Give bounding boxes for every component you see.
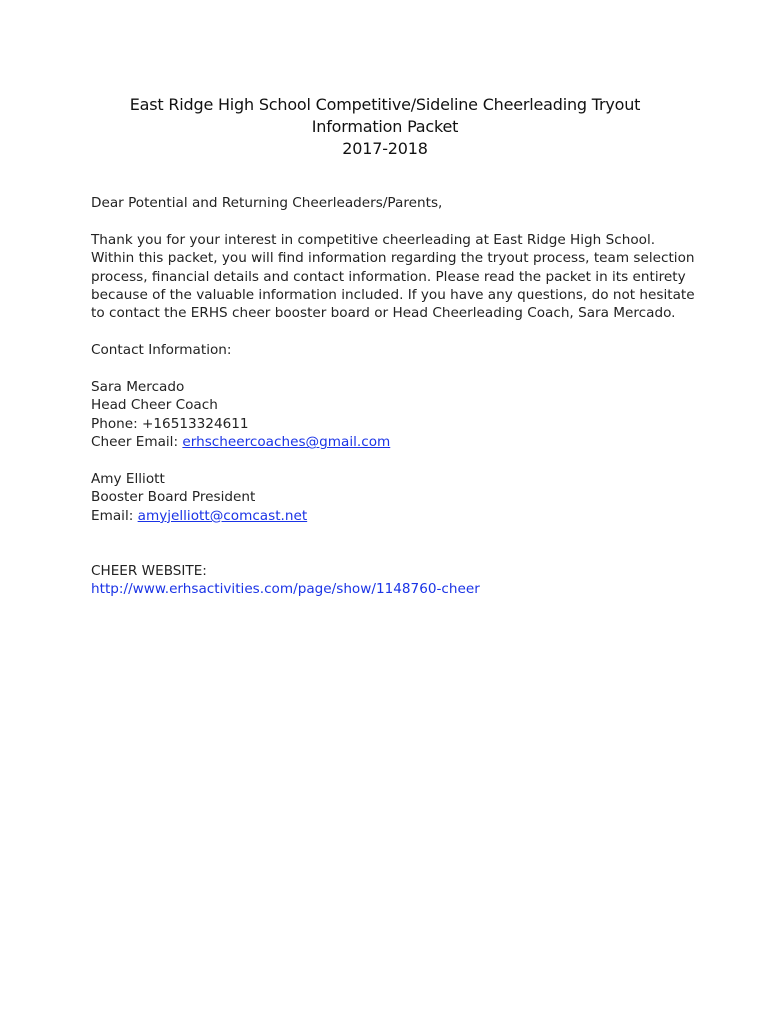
contact-heading: Contact Information: [91,342,232,359]
website-block [91,562,711,599]
booster-email-line [91,507,711,525]
booster-role: Booster Board President [91,489,256,506]
booster-name: Amy Elliott [91,471,165,488]
document-title [0,94,770,160]
intro-line: process, financial details and contact information. Please read the packet in its entirety [91,268,686,285]
intro-line: to contact the ERHS cheer booster board or Head Cheerleading Coach, Sara Mercado. [91,305,676,322]
coach-name: Sara Mercado [91,379,185,396]
coach-contact-block [91,378,711,452]
website-link[interactable]: http://www.erhsactivities.com/page/show/1148760-cheer [91,581,480,598]
letter-body [91,194,711,617]
intro-paragraph [91,231,711,323]
booster-email-link[interactable]: amyjelliott@comcast.net [137,507,308,524]
title-line-2: Information Packet [311,117,459,136]
booster-contact-block [91,470,711,525]
intro-line: because of the valuable information included. If you have any questions, do not hesitate [91,287,695,304]
title-line-1: East Ridge High School Competitive/Sideline Cheerleading Tryout [129,95,641,114]
coach-email-link[interactable]: erhscheercoaches@gmail.com [182,434,391,451]
coach-phone: Phone: +16513324611 [91,415,249,432]
spacer [91,544,711,562]
coach-email-label: Cheer Email: [91,434,183,451]
coach-role: Head Cheer Coach [91,397,218,414]
booster-email-label: Email: [91,507,138,524]
intro-line: Thank you for your interest in competitive cheerleading at East Ridge High School. [91,231,656,248]
coach-email-line [91,433,711,451]
title-line-3: 2017-2018 [342,139,428,158]
salutation: Dear Potential and Returning Cheerleaders/Parents, [91,195,443,211]
intro-line: Within this packet, you will find information regarding the tryout process, team selection [91,250,695,267]
website-label: CHEER WEBSITE: [91,563,207,580]
